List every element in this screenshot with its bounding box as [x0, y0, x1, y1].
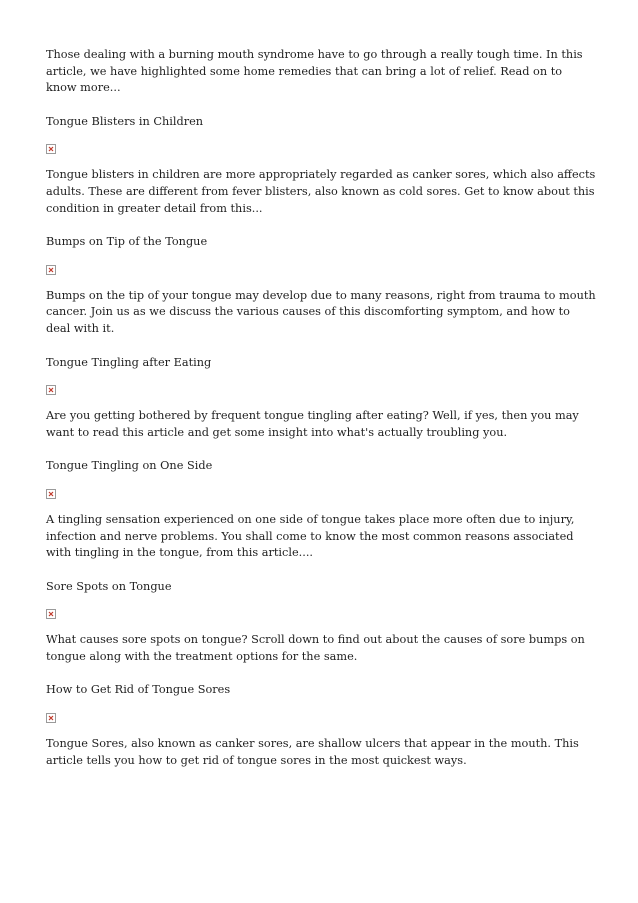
intro-paragraph: Those dealing with a burning mouth syndrome have to go through a really tough time. In this article, we have highlighted some home remedies that can bring a lot of relief. Read on to know more...: [46, 48, 583, 95]
article-entry: [46, 355, 596, 442]
broken-image-icon: [46, 713, 56, 723]
article-entry: [46, 579, 596, 666]
article-title[interactable]: Sore Spots on Tongue: [46, 579, 172, 593]
broken-image-icon: [46, 385, 56, 395]
broken-image-icon: [46, 265, 56, 275]
article-title[interactable]: Tongue Tingling after Eating: [46, 355, 212, 369]
article-title[interactable]: Bumps on Tip of the Tongue: [46, 235, 208, 249]
article-description: Are you getting bothered by frequent tongue tingling after eating? Well, if yes, then you may want to read this article and get some insight into what's actually troubling you.: [46, 409, 579, 439]
article-entry: [46, 682, 596, 769]
article-description: A tingling sensation experienced on one side of tongue takes place more often due to injury, infection and nerve problems. You shall come to know the most common reasons associated with tingling in the tongue, from this article....: [46, 512, 575, 560]
broken-image-icon: [46, 609, 56, 619]
article-entry: [46, 458, 596, 561]
article-entry: [46, 114, 596, 217]
article-description: Bumps on the tip of your tongue may develop due to many reasons, right from trauma to mouth cancer. Join us as we discuss the various causes of this discomforting symptom, and how to deal with it.: [46, 288, 596, 335]
broken-image-icon: [46, 144, 56, 154]
document-page: [46, 47, 596, 769]
article-title[interactable]: Tongue Tingling on One Side: [46, 459, 213, 473]
article-description: Tongue Sores, also known as canker sores, are shallow ulcers that appear in the mouth. This article tells you how to get rid of tongue sores in the most quickest ways.: [46, 737, 579, 767]
article-title[interactable]: Tongue Blisters in Children: [46, 114, 204, 128]
article-title[interactable]: How to Get Rid of Tongue Sores: [46, 683, 231, 697]
broken-image-icon: [46, 489, 56, 499]
article-description: Tongue blisters in children are more appropriately regarded as canker sores, which also affects adults. These are different from fever blisters, also known as cold sores. Get to know about this condition in greater detail from this...: [46, 168, 596, 215]
article-entry: [46, 234, 596, 337]
article-description: What causes sore spots on tongue? Scroll down to find out about the causes of sore bumps on tongue along with the treatment options for the same.: [46, 633, 585, 663]
